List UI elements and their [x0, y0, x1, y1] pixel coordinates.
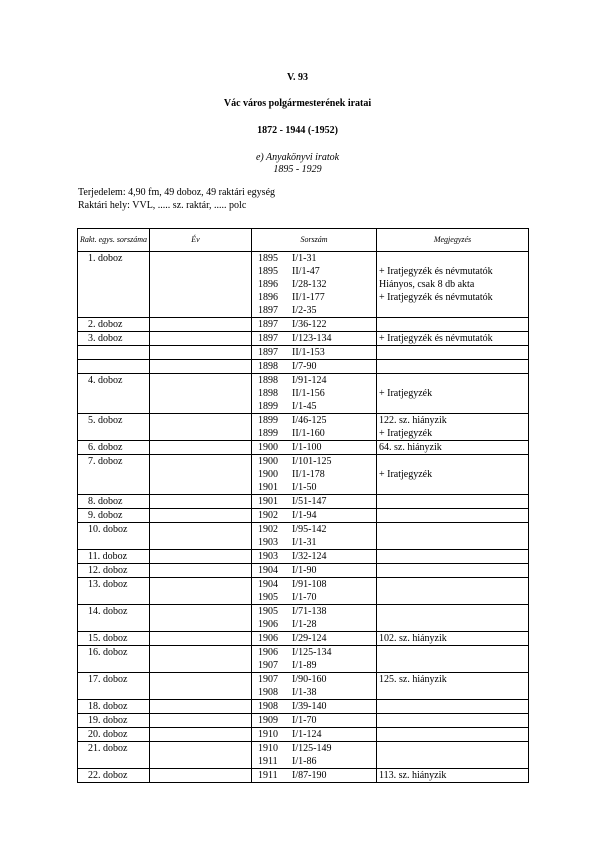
year-text: 1903: [258, 537, 278, 548]
table-row: [78, 646, 529, 673]
table-row: [78, 360, 529, 374]
remark-text: [377, 304, 528, 317]
remark-cell: [377, 374, 529, 414]
remark-cell: [377, 360, 529, 374]
box-cell: [78, 728, 150, 742]
remark-text: [377, 495, 528, 508]
year-text: 1898: [258, 361, 278, 372]
serial-text: I/46-125: [292, 415, 327, 426]
remark-text: [377, 742, 528, 755]
table-row: [78, 495, 529, 509]
empty-line: [78, 755, 149, 768]
box-cell: [78, 414, 150, 441]
remark-cell: [377, 728, 529, 742]
table-row: [78, 374, 529, 414]
year-cell: [150, 550, 278, 564]
table-header-row: [78, 229, 529, 252]
serial-text: I/1-50: [292, 482, 317, 493]
table-row: [78, 332, 529, 346]
box-cell: [78, 700, 150, 714]
year-text: 1896: [258, 292, 278, 303]
year-cell: [150, 318, 278, 332]
serial-text: I/1-124: [292, 729, 322, 740]
year-cell: [150, 495, 278, 509]
box-cell: [78, 374, 150, 414]
remark-cell: [377, 346, 529, 360]
table-row: [78, 252, 529, 318]
table-row: [78, 346, 529, 360]
remark-cell: [377, 605, 529, 632]
remark-text: + Iratjegyzék és névmutatók: [379, 292, 493, 303]
year-cell: [150, 523, 278, 550]
remark-cell: [377, 495, 529, 509]
empty-line: [78, 427, 149, 440]
table-row: [78, 523, 529, 550]
box-text: 17. doboz: [88, 674, 128, 685]
serial-text: II/1-156: [292, 388, 325, 399]
box-cell: [78, 360, 150, 374]
year-text: 1896: [258, 279, 278, 290]
remark-cell: [377, 509, 529, 523]
empty-line: [78, 481, 149, 494]
document-period: 1872 - 1944 (-1952): [257, 125, 338, 136]
box-cell: [78, 550, 150, 564]
table-row: [78, 714, 529, 728]
year-text: 1906: [258, 619, 278, 630]
year-cell: [150, 632, 278, 646]
table-row: [78, 742, 529, 769]
box-text: 1. doboz: [88, 253, 123, 264]
table-row: [78, 578, 529, 605]
serial-text: II/1-178: [292, 469, 325, 480]
box-cell: [78, 769, 150, 783]
section-period: 1895 - 1929: [273, 164, 322, 175]
extent-line: Terjedelem: 4,90 fm, 49 doboz, 49 raktári egység: [78, 187, 276, 198]
year-cell: [150, 673, 278, 700]
remark-text: [377, 728, 528, 741]
year-cell: [150, 455, 278, 495]
table-row: [78, 769, 529, 783]
box-cell: [78, 632, 150, 646]
box-cell: [78, 332, 150, 346]
serial-text: I/1-94: [292, 510, 317, 521]
empty-line: [78, 659, 149, 672]
serial-text: I/91-108: [292, 579, 327, 590]
remark-cell: [377, 632, 529, 646]
year-text: 1899: [258, 428, 278, 439]
remark-text: [377, 714, 528, 727]
serial-text: I/71-138: [292, 606, 327, 617]
year-text: 1907: [258, 674, 278, 685]
year-text: 1908: [258, 687, 278, 698]
table-row: [78, 441, 529, 455]
serial-text: I/1-70: [292, 715, 317, 726]
box-cell: [78, 509, 150, 523]
serial-text: I/1-70: [292, 592, 317, 603]
location-line: Raktári hely: VVL, ..... sz. raktár, ..... polc: [78, 200, 247, 211]
year-text: 1911: [258, 756, 278, 767]
year-text: 1906: [258, 647, 278, 658]
remark-text: [377, 346, 528, 359]
year-cell: [150, 332, 278, 346]
remark-text: [377, 536, 528, 549]
box-text: 8. doboz: [88, 496, 123, 507]
box-cell: [78, 441, 150, 455]
box-text: 19. doboz: [88, 715, 128, 726]
year-cell: [150, 605, 278, 632]
remark-cell: [377, 564, 529, 578]
box-text: [78, 360, 149, 373]
remark-text: Hiányos, csak 8 db akta: [379, 279, 475, 290]
year-text: 1901: [258, 482, 278, 493]
year-text: 1903: [258, 551, 278, 562]
remark-text: [377, 700, 528, 713]
year-cell: [150, 728, 278, 742]
box-cell: [78, 564, 150, 578]
year-text: 1910: [258, 743, 278, 754]
box-cell: [78, 455, 150, 495]
year-text: 1899: [258, 401, 278, 412]
serial-text: I/1-100: [292, 442, 322, 453]
remark-text: + Iratjegyzék: [379, 388, 433, 399]
box-text: 16. doboz: [88, 647, 128, 658]
year-text: 1898: [258, 375, 278, 386]
header-serial: Sorszám: [252, 229, 377, 252]
remark-cell: [377, 578, 529, 605]
box-text: 22. doboz: [88, 770, 128, 781]
table-row: [78, 728, 529, 742]
serial-text: I/95-142: [292, 524, 327, 535]
serial-text: I/1-45: [292, 401, 317, 412]
remark-text: 64. sz. hiányzik: [379, 442, 442, 453]
remark-text: + Iratjegyzék és névmutatók: [379, 333, 493, 344]
serial-text: I/125-149: [292, 743, 332, 754]
year-cell: [150, 646, 278, 673]
remark-cell: [377, 332, 529, 346]
year-text: 1899: [258, 415, 278, 426]
serial-text: I/28-132: [292, 279, 327, 290]
box-text: 20. doboz: [88, 729, 128, 740]
serial-text: I/1-28: [292, 619, 317, 630]
box-text: 13. doboz: [88, 579, 128, 590]
document-title: Vác város polgármesterének iratai: [223, 98, 372, 109]
serial-text: I/39-140: [292, 701, 327, 712]
remark-text: [377, 455, 528, 468]
serial-text: II/1-160: [292, 428, 325, 439]
remark-text: 122. sz. hiányzik: [379, 415, 447, 426]
remark-text: [377, 523, 528, 536]
remark-cell: [377, 550, 529, 564]
table-row: [78, 700, 529, 714]
header-year: [150, 229, 252, 252]
remark-text: 125. sz. hiányzik: [379, 674, 447, 685]
remark-text: [377, 481, 528, 494]
year-text: 1906: [258, 633, 278, 644]
year-cell: [150, 360, 278, 374]
year-cell: [150, 714, 278, 728]
remark-cell: [377, 414, 529, 441]
table-row: [78, 673, 529, 700]
remark-cell: [377, 673, 529, 700]
year-text: 1901: [258, 496, 278, 507]
header-year-label: Év: [191, 235, 200, 244]
serial-text: II/1-153: [292, 347, 325, 358]
remark-text: [377, 686, 528, 699]
serial-text: I/1-38: [292, 687, 317, 698]
table-row: [78, 509, 529, 523]
box-text: 3. doboz: [88, 333, 123, 344]
serial-text: I/123-134: [292, 333, 332, 344]
remark-text: [377, 578, 528, 591]
serial-text: I/7-90: [292, 361, 317, 372]
serial-text: I/91-124: [292, 375, 327, 386]
serial-text: I/87-190: [292, 770, 327, 781]
box-cell: [78, 578, 150, 605]
empty-line: [78, 686, 149, 699]
table-row: [78, 414, 529, 441]
year-text: 1897: [258, 305, 278, 316]
year-text: 1900: [258, 442, 278, 453]
year-text: 1910: [258, 729, 278, 740]
remark-text: 113. sz. hiányzik: [379, 770, 447, 781]
year-text: 1902: [258, 510, 278, 521]
box-text: 15. doboz: [88, 633, 128, 644]
remark-text: [377, 564, 528, 577]
header-unit-number: Rakt. egys. sorszáma: [78, 229, 150, 252]
table-row: [78, 564, 529, 578]
empty-line: [78, 591, 149, 604]
empty-line: [78, 618, 149, 631]
remark-text: [377, 591, 528, 604]
year-cell: [150, 742, 278, 769]
remark-text: [377, 550, 528, 563]
year-text: 1897: [258, 319, 278, 330]
inventory-table: [77, 228, 529, 783]
serial-text: I/36-122: [292, 319, 327, 330]
year-text: 1895: [258, 266, 278, 277]
remark-cell: [377, 769, 529, 783]
year-text: 1897: [258, 333, 278, 344]
year-cell: [150, 441, 278, 455]
empty-line: [78, 468, 149, 481]
year-text: 1907: [258, 660, 278, 671]
box-text: 12. doboz: [88, 565, 128, 576]
box-cell: [78, 673, 150, 700]
serial-text: I/51-147: [292, 496, 327, 507]
serial-text: I/90-160: [292, 674, 327, 685]
year-text: 1904: [258, 579, 278, 590]
box-text: 7. doboz: [88, 456, 123, 467]
remark-text: [377, 755, 528, 768]
year-cell: [150, 769, 278, 783]
box-cell: [78, 523, 150, 550]
serial-text: II/1-177: [292, 292, 325, 303]
header-remarks: Megjegyzés: [377, 229, 529, 252]
year-cell: [150, 564, 278, 578]
serial-text: I/1-31: [292, 253, 317, 264]
year-text: 1902: [258, 524, 278, 535]
box-text: 6. doboz: [88, 442, 123, 453]
serial-text: I/32-124: [292, 551, 327, 562]
remark-cell: [377, 714, 529, 728]
document-code: V. 93: [287, 72, 308, 83]
remark-text: [377, 646, 528, 659]
section-subtitle: e) Anyakönyvi iratok: [255, 152, 340, 163]
empty-line: [78, 387, 149, 400]
box-text: 14. doboz: [88, 606, 128, 617]
remark-cell: [377, 441, 529, 455]
serial-text: I/1-31: [292, 537, 317, 548]
remark-cell: [377, 646, 529, 673]
remark-cell: [377, 252, 529, 318]
remark-text: [377, 509, 528, 522]
year-text: 1909: [258, 715, 278, 726]
box-cell: [78, 495, 150, 509]
serial-text: I/1-89: [292, 660, 317, 671]
box-cell: [78, 605, 150, 632]
empty-line: [78, 278, 149, 291]
box-cell: [78, 742, 150, 769]
remark-text: [377, 318, 528, 331]
year-cell: [150, 252, 278, 318]
box-text: 10. doboz: [88, 524, 128, 535]
year-text: 1911: [258, 770, 278, 781]
serial-text: I/29-124: [292, 633, 327, 644]
remark-text: [377, 400, 528, 413]
year-text: 1895: [258, 253, 278, 264]
remark-cell: [377, 742, 529, 769]
remark-cell: [377, 455, 529, 495]
remark-text: + Iratjegyzék: [379, 469, 433, 480]
table-row: [78, 605, 529, 632]
year-cell: [150, 374, 278, 414]
box-text: 5. doboz: [88, 415, 123, 426]
box-text: [78, 346, 149, 359]
box-text: 9. doboz: [88, 510, 123, 521]
year-cell: [150, 414, 278, 441]
empty-line: [78, 265, 149, 278]
year-text: 1905: [258, 592, 278, 603]
box-text: 2. doboz: [88, 319, 123, 330]
serial-text: I/1-90: [292, 565, 317, 576]
remark-text: + Iratjegyzék és névmutatók: [379, 266, 493, 277]
table-body: [78, 252, 529, 783]
year-cell: [150, 346, 278, 360]
box-cell: [78, 646, 150, 673]
empty-line: [78, 400, 149, 413]
remark-text: 102. sz. hiányzik: [379, 633, 447, 644]
serial-text: I/101-125: [292, 456, 332, 467]
empty-line: [78, 536, 149, 549]
box-cell: [78, 318, 150, 332]
box-text: 21. doboz: [88, 743, 128, 754]
box-text: 18. doboz: [88, 701, 128, 712]
remark-cell: [377, 700, 529, 714]
year-text: 1904: [258, 565, 278, 576]
box-cell: [78, 252, 150, 318]
remark-cell: [377, 523, 529, 550]
box-text: 4. doboz: [88, 375, 123, 386]
serial-text: I/1-86: [292, 756, 317, 767]
remark-text: + Iratjegyzék: [379, 428, 433, 439]
table-row: [78, 550, 529, 564]
remark-text: [377, 360, 528, 373]
serial-text: I/2-35: [292, 305, 317, 316]
serial-text: II/1-47: [292, 266, 320, 277]
remark-text: [377, 374, 528, 387]
table-row: [78, 632, 529, 646]
table-row: [78, 318, 529, 332]
year-cell: [150, 509, 278, 523]
empty-line: [78, 304, 149, 317]
table-row: [78, 455, 529, 495]
remark-text: [377, 252, 528, 265]
year-text: 1897: [258, 347, 278, 358]
year-text: 1905: [258, 606, 278, 617]
year-text: 1908: [258, 701, 278, 712]
remark-text: [377, 605, 528, 618]
year-text: 1898: [258, 388, 278, 399]
year-text: 1900: [258, 456, 278, 467]
box-text: 11. doboz: [88, 551, 128, 562]
serial-text: I/125-134: [292, 647, 332, 658]
year-text: 1900: [258, 469, 278, 480]
remark-text: [377, 618, 528, 631]
remark-text: [377, 659, 528, 672]
year-cell: [150, 700, 278, 714]
empty-line: [78, 291, 149, 304]
year-cell: [150, 578, 278, 605]
box-cell: [78, 346, 150, 360]
box-cell: [78, 714, 150, 728]
remark-cell: [377, 318, 529, 332]
